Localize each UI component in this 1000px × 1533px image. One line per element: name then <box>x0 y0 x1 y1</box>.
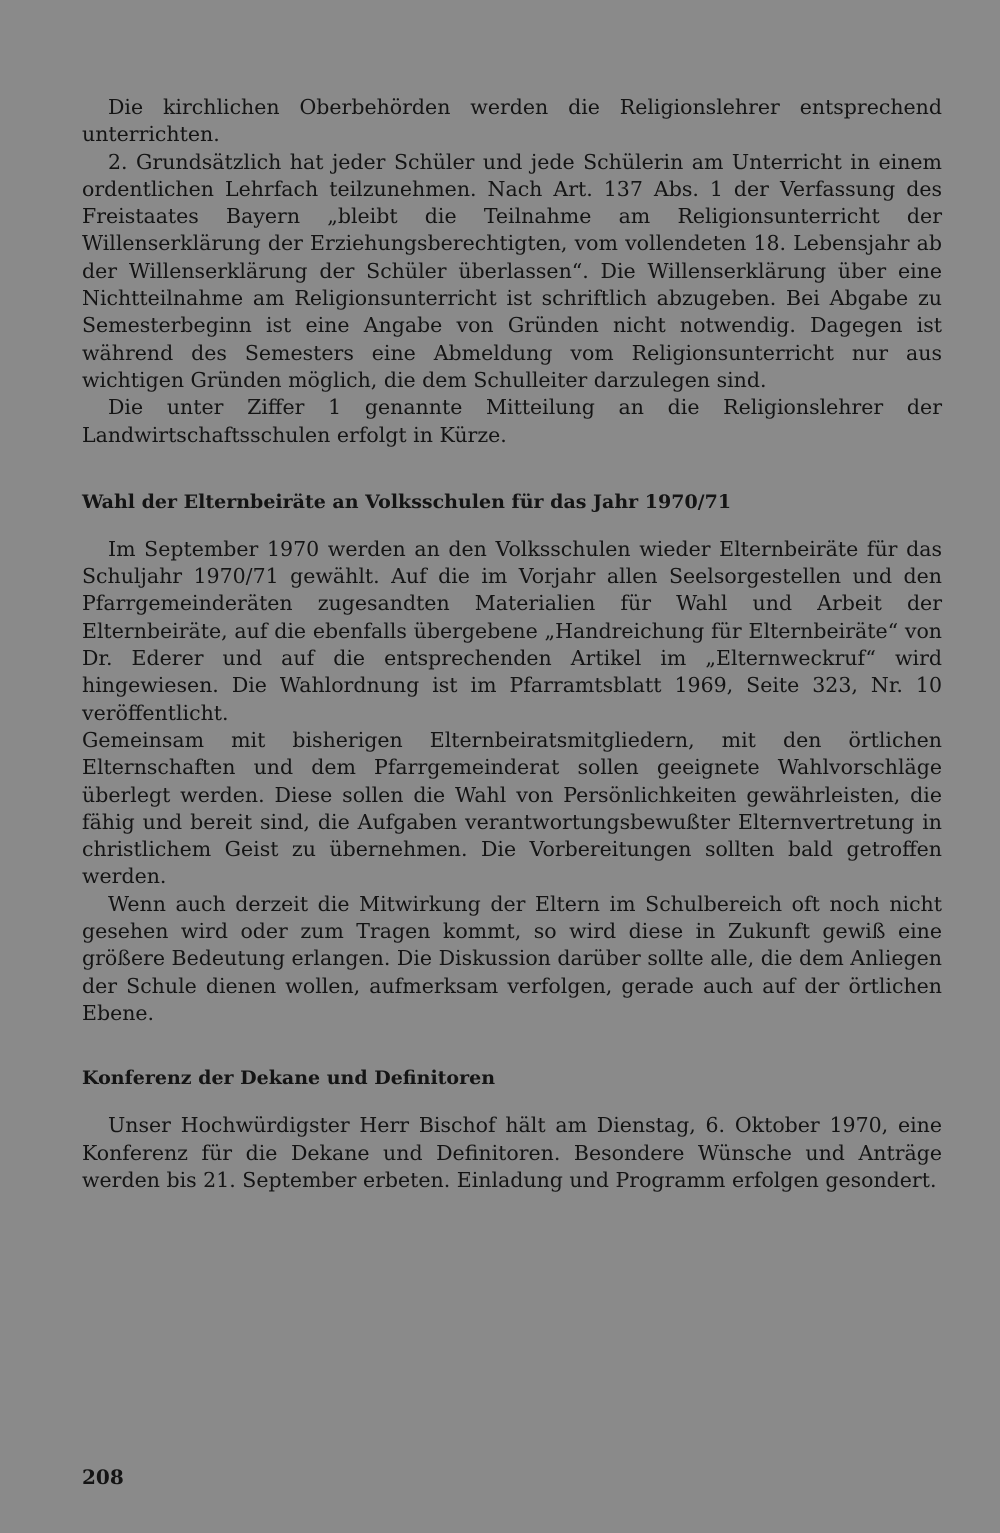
paragraph-mitwirkung-eltern: Wenn auch derzeit die Mitwirkung der Eltern im Schulbereich oft noch nicht gesehen wird oder zum Tragen kommt, so wird diese in Zukunft gewiß eine größere Bedeutung erlangen. Die Diskussion darüber sollte alle, die dem Anliegen der Schule dienen wollen, aufmerksam verfolgen, gerade auch auf der örtlichen Ebene. <box>82 891 942 1025</box>
page-number: 208 <box>82 1465 124 1489</box>
paragraph-wahl-september: Im September 1970 werden an den Volksschulen wieder Elternbeiräte für das Schuljahr 1970/71 gewählt. Auf die im Vorjahr allen Seelsorgestellen und den Pfarrgemeinderäten zugesandten Materialien für Wahl und Arbeit der Elternbeiräte, auf die ebenfalls übergebene „Handreichung für Elternbeiräte“ von Dr. Ederer und auf die entsprechenden Artikel im „Elternweckruf“ wird hingewiesen. Die Wahlordnung ist im Pfarramtsblatt 1969, Seite 323, Nr. 10 veröffentlicht. <box>82 536 942 725</box>
paragraph-konferenz-bischof: Unser Hochwürdigster Herr Bischof hält am Dienstag, 6. Oktober 1970, eine Konferenz für die Dekane und Definitoren. Besondere Wünsche und Anträge werden bis 21. September erbeten. Einladung und Programm erfolgen gesondert. <box>82 1113 942 1192</box>
paragraph-wahlvorschlaege: Gemeinsam mit bisherigen Elternbeiratsmitgliedern, mit den örtlichen Elternschaften und dem Pfarrgemeinderat sollen geeignete Wahlvorschläge überlegt werden. Diese sollen die Wahl von Persönlichkeiten gewährleisten, die fähig und bereit sind, die Aufgaben verantwortungsbewußter Elternvertretung in christlichem Geist zu übernehmen. Die Vorbereitungen sollten bald getroffen werden. <box>82 727 942 889</box>
paragraph-landwirtschaftsschulen: Die unter Ziffer 1 genannte Mitteilung an die Religionslehrer der Landwirtschaftsschulen erfolgt in Kürze. <box>82 395 942 447</box>
paragraph-religionslehrer: Die kirchlichen Oberbehörden werden die Religionslehrer entsprechend unterrichten. <box>82 95 942 147</box>
heading-konferenz-dekane: Konferenz der Dekane und Definitoren <box>82 1067 496 1090</box>
paragraph-teilnahme-religionsunterricht: 2. Grundsätzlich hat jeder Schüler und jede Schülerin am Unterricht in einem ordentlichen Lehrfach teilzunehmen. Nach Art. 137 Abs. 1 der Verfassung des Freistaates Bayern „bleibt die Teilnahme am Religionsunterricht der Willenserklärung der Erziehungsberechtigten, vom vollendeten 18. Lebensjahr ab der Willenserklärung der Schüler überlassen“. Die Willenserklärung über eine Nichtteilnahme am Religionsunterricht ist schriftlich abzugeben. Bei Abgabe zu Semesterbeginn ist eine Angabe von Gründen nicht notwendig. Dagegen ist während des Semesters eine Abmeldung vom Religionsunterricht nur aus wichtigen Gründen möglich, die dem Schulleiter darzulegen sind. <box>82 149 942 392</box>
heading-elternbeiraete: Wahl der Elternbeiräte an Volksschulen für das Jahr 1970/71 <box>82 490 732 513</box>
